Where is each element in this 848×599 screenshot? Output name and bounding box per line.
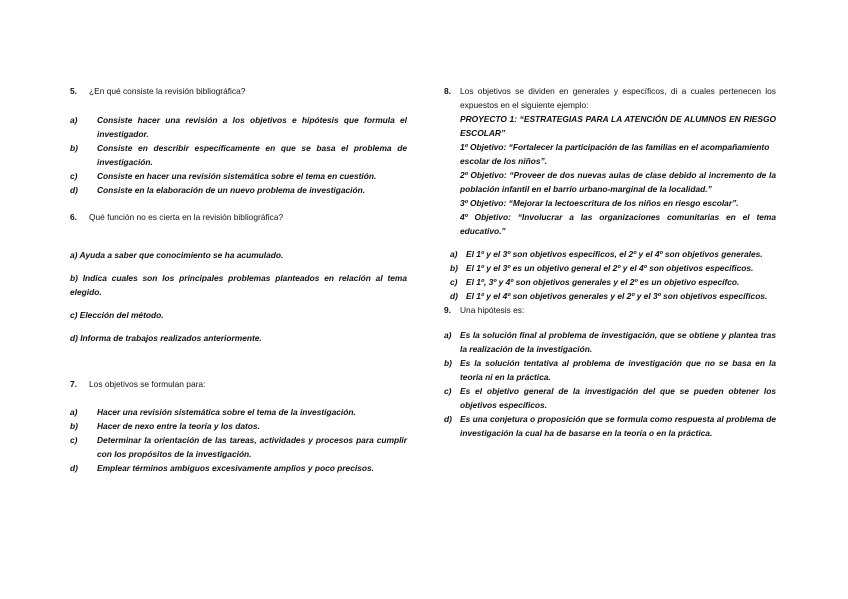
example-objective-1: 1º Objetivo: “Fortalecer la participación de las familias en el acompañamiento (460, 142, 770, 152)
option-text: Hacer de nexo entre la teoría y los datos. (97, 421, 260, 431)
list-item (444, 356, 776, 384)
question-6-option-d: d) Informa de trabajos realizados anteriormente. (70, 333, 262, 343)
question-6-option-c: c) Elección del método. (70, 310, 164, 320)
option-letter: b) (450, 263, 458, 273)
example-project-title: PROYECTO 1: “ESTRATEGIAS PARA LA ATENCIÓN DE ALUMNOS EN RIESGO ESCOLAR” (460, 114, 776, 138)
option-letter: a) (70, 407, 78, 417)
list-item (70, 113, 407, 141)
question-5-text: ¿En qué consiste la revisión bibliográfica? (89, 86, 246, 96)
right-column (444, 84, 776, 440)
list-item (444, 384, 776, 412)
option-letter: a) (70, 115, 78, 125)
list-item (70, 461, 407, 475)
option-text: El 1º y el 4º son objetivos generales y el 2º y el 3º son objetivos específicos. (466, 291, 768, 301)
question-6-text: Qué función no es cierta en la revisión bibliográfica? (89, 212, 284, 222)
question-6-option-a: a) Ayuda a saber que conocimiento se ha acumulado. (70, 250, 284, 260)
option-text: El 1º y el 3º es un objetivo general el 2º y el 4º son objetivos específicos. (466, 263, 754, 273)
question-8-options (450, 247, 776, 303)
question-5-number: 5. (70, 86, 77, 96)
list-item (444, 328, 776, 356)
option-letter: d) (450, 291, 458, 301)
list-item (70, 405, 407, 419)
option-letter: c) (444, 386, 452, 396)
option-letter: d) (70, 463, 78, 473)
question-9 (444, 303, 776, 317)
option-letter: d) (444, 414, 452, 424)
option-text: Consiste hacer una revisión a los objetivos e hipótesis que formula el investigador. (97, 115, 407, 139)
list-item (450, 261, 776, 275)
list-item (70, 419, 407, 433)
list-item (450, 275, 776, 289)
option-text: Hacer una revisión sistemática sobre el tema de la investigación. (97, 407, 356, 417)
option-letter: b) (70, 143, 78, 153)
question-9-options (444, 328, 776, 440)
option-text: Determinar la orientación de las tareas, actividades y procesos para cumplir con los propósitos de la investigación. (97, 435, 407, 459)
list-item (450, 247, 776, 261)
left-column (70, 84, 407, 475)
list-item (70, 141, 407, 169)
option-letter: a) (444, 330, 452, 340)
list-item (444, 412, 776, 440)
question-8-example (444, 112, 776, 238)
option-text: Consiste en la elaboración de un nuevo problema de investigación. (97, 185, 366, 195)
example-objective-3: 3º Objetivo: “Mejorar la lectoescritura de los niños en riesgo escolar”. (460, 198, 739, 208)
option-text: El 1º y el 3º son objetivos específicos, el 2º y el 4º son objetivos generales. (466, 249, 763, 259)
question-8-number: 8. (444, 86, 451, 96)
list-item (70, 169, 407, 183)
question-6-number: 6. (70, 212, 77, 222)
option-text: El 1º, 3º y 4º son objetivos generales y el 2º es un objetivo específco. (466, 277, 740, 287)
option-text: Consiste en hacer una revisión sistemática sobre el tema en cuestión. (97, 171, 377, 181)
question-9-text: Una hipótesis es: (460, 305, 525, 315)
option-letter: c) (70, 171, 78, 181)
option-text: Es una conjetura o proposición que se formula como respuesta al problema de investigación la cual ha de basarse en la teoría o en la práctica. (460, 414, 776, 438)
question-8-text: Los objetivos se dividen en generales y específicos, di a cuales pertenecen los expuestos en el siguiente ejemplo: (460, 86, 776, 110)
example-objective-4: 4º Objetivo: “Involucrar a las organizaciones comunitarias en el tema educativo.” (460, 212, 776, 236)
option-text: Es el objetivo general de la investigación del que se pueden obtener los objetivos específicos. (460, 386, 776, 410)
question-5 (70, 84, 407, 98)
example-objective-2: 2º Objetivo: “Proveer de dos nuevas aulas de clase debido al incremento de la población infantil en el barrio urbano-marginal de la localidad.” (460, 170, 776, 194)
question-6 (70, 210, 407, 224)
option-letter: c) (450, 277, 458, 287)
option-letter: b) (444, 358, 452, 368)
option-text: Consiste en describir específicamente en que se basa el problema de investigación. (97, 143, 407, 167)
list-item (70, 183, 407, 197)
example-objective-1-cont: escolar de los niños”. (460, 156, 548, 166)
question-9-number: 9. (444, 305, 451, 315)
question-7-number: 7. (70, 379, 77, 389)
option-letter: c) (70, 435, 78, 445)
option-text: Es la solución final al problema de investigación, que se obtiene y plantea tras la realización de la investigación. (460, 330, 776, 354)
option-letter: d) (70, 185, 78, 195)
option-text: Es la solución tentativa al problema de investigación que no se basa en la teoría ni en la práctica. (460, 358, 776, 382)
option-letter: b) (70, 421, 78, 431)
question-5-options (70, 113, 407, 197)
list-item (70, 433, 407, 461)
question-6-option-b: b) Indica cuales son los principales problemas planteados en relación al tema elegido. (70, 273, 407, 297)
question-7-text: Los objetivos se formulan para: (89, 379, 206, 389)
question-7-options (70, 405, 407, 475)
list-item (450, 289, 776, 303)
option-letter: a) (450, 249, 458, 259)
question-7 (70, 377, 407, 391)
question-8 (444, 84, 776, 112)
option-text: Emplear términos ambiguos excesivamente amplios y poco precisos. (97, 463, 374, 473)
